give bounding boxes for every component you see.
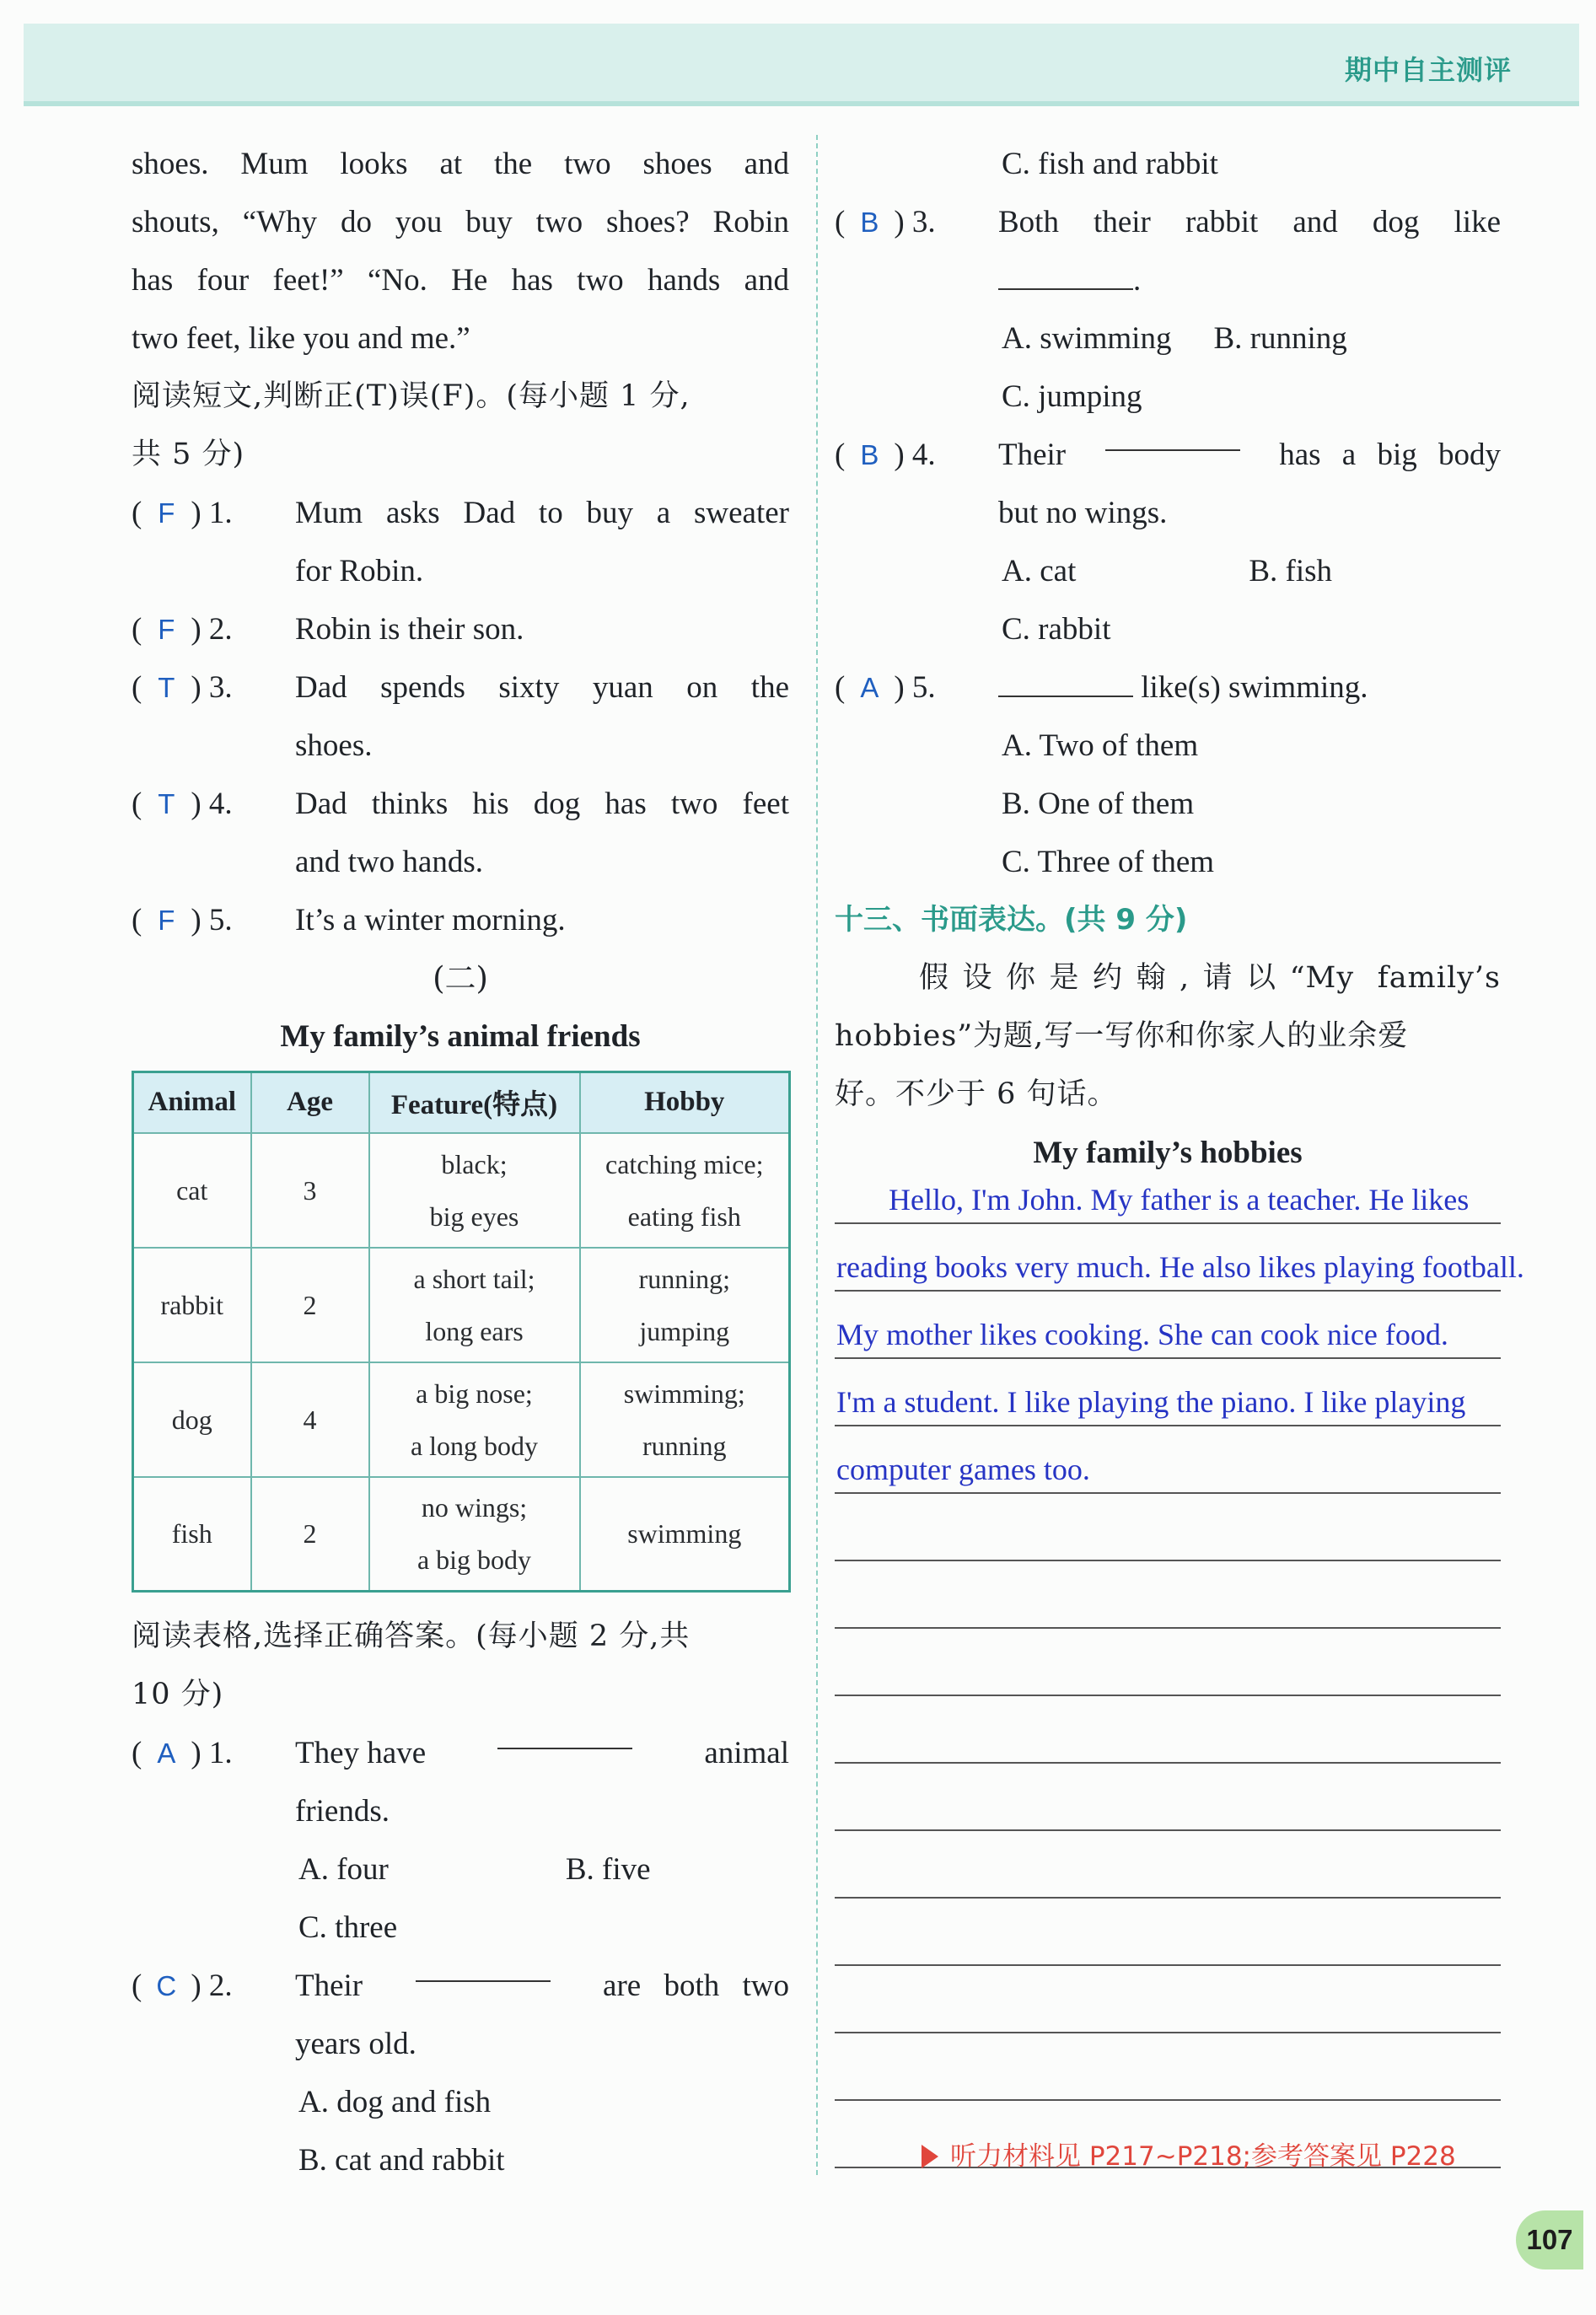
options-row: A. four B. five (298, 1852, 651, 1887)
part-two-label: (二) (433, 960, 488, 996)
mc-question-3: ( B ) 3. Both their rabbit and dog like (835, 193, 1501, 251)
answer-blank (998, 265, 1133, 290)
answer-mark: T (158, 672, 175, 703)
mc-question-4: ( B ) 4. Their has a big body (835, 426, 1501, 484)
answer-blank (416, 1957, 551, 1982)
answer-mark: F (158, 497, 175, 529)
answer-blank (998, 672, 1133, 697)
essay-title: My family’s hobbies (1033, 1136, 1303, 1170)
writing-line (835, 1629, 1501, 1696)
table-header: Age (251, 1072, 369, 1133)
writing-line: Hello, I'm John. My father is a teacher. He likes (835, 1182, 1501, 1224)
mc-question-5: ( A ) 5. like(s) swimming. (835, 658, 1501, 717)
tf-question-4-cont: and two hands. (295, 845, 483, 879)
writing-lines (835, 1182, 1524, 2168)
animal-table (132, 1071, 791, 1593)
table-header: Animal (133, 1072, 251, 1133)
table-header-row (133, 1072, 790, 1133)
tf-question-5: ( F ) 5. It’s a winter morning. (132, 891, 789, 949)
play-triangle-icon (922, 2145, 938, 2168)
mc-question-1-cont: friends. (295, 1794, 390, 1829)
option: C. fish and rabbit (1002, 147, 1218, 181)
column-divider (816, 135, 818, 2175)
tf-question-3-cont: shoes. (295, 728, 373, 763)
options-row: A. swimming B. running (1002, 321, 1347, 356)
writing-prompt: hobbies”为题,写一写你和你家人的业余爱 (835, 1019, 1409, 1053)
answer-mark: A (157, 1738, 176, 1769)
writing-line: reading books very much. He also likes playing football. (835, 1224, 1501, 1292)
table-header: Feature(特点) (369, 1072, 580, 1133)
section-13-title: 十三、书面表达。(共 9 分) (835, 903, 1188, 937)
answer-blank (1105, 426, 1240, 451)
mc-question-4-cont: but no wings. (998, 496, 1168, 530)
answer-mark: A (860, 672, 879, 703)
table-title: My family’s animal friends (280, 1019, 641, 1054)
tf-question-1-cont: for Robin. (295, 554, 424, 588)
writing-prompt: 好。不少于 6 句话。 (835, 1077, 1118, 1111)
writing-line (835, 1764, 1501, 1831)
answer-mark: T (158, 788, 175, 819)
writing-line (835, 1696, 1501, 1764)
option: C. rabbit (1002, 612, 1111, 647)
left-column (132, 135, 789, 2189)
table-row: rabbit 2 a short tail; long ears running; jumping (133, 1248, 790, 1362)
mc-instruction: 10 分) (132, 1678, 224, 1711)
reference-note: 听力材料见 P217~P218;参考答案见 P228 (922, 2135, 1456, 2173)
writing-line: computer games too. (835, 1426, 1501, 1494)
table-row: fish 2 no wings; a big body swimming (133, 1477, 790, 1592)
writing-line: I'm a student. I like playing the piano. I like playing (835, 1359, 1501, 1426)
writing-prompt: 假设你是约翰,请以“My family’s (919, 961, 1501, 995)
option: B. cat and rabbit (298, 2143, 505, 2178)
page-number: 107 (1516, 2210, 1583, 2269)
tf-question-2: ( F ) 2. Robin is their son. (132, 600, 789, 658)
writing-line (835, 1561, 1501, 1629)
mc-question-1: ( A ) 1. They have animal (132, 1724, 789, 1782)
option: C. three (298, 1910, 398, 1945)
writing-line (835, 1831, 1501, 1899)
option: A. dog and fish (298, 2085, 492, 2119)
tf-question-3: ( T ) 3. Dad spends sixty yuan on the (132, 658, 789, 717)
tf-question-4: ( T ) 4. Dad thinks his dog has two feet (132, 775, 789, 833)
answer-mark: C (156, 1970, 177, 2001)
table-row: dog 4 a big nose; a long body swimming; running (133, 1362, 790, 1477)
tf-question-1: ( F ) 1. Mum asks Dad to buy a sweater (132, 484, 789, 542)
mc-instruction: 阅读表格,选择正确答案。(每小题 2 分,共 (132, 1619, 691, 1653)
answer-blank (497, 1724, 632, 1749)
right-column (835, 135, 1524, 2168)
option: C. jumping (1002, 379, 1142, 414)
answer-mark: F (158, 614, 175, 645)
answer-mark: F (158, 905, 175, 936)
section-header-title: 期中自主测评 (1344, 54, 1512, 86)
writing-line (835, 1494, 1501, 1561)
answer-mark: B (860, 439, 879, 470)
writing-line: My mother likes cooking. She can cook nice food. (835, 1292, 1501, 1359)
tf-instruction: 阅读短文,判断正(T)误(F)。(每小题 1 分, (132, 379, 691, 413)
option: A. Two of them (1002, 728, 1199, 763)
table-row: cat 3 black; big eyes catching mice; eating fish (133, 1133, 790, 1248)
mc-question-2-cont: years old. (295, 2027, 416, 2061)
writing-line (835, 2033, 1501, 2101)
passage-line: shoes. Mum looks at the two shoes and (132, 147, 789, 181)
mc-question-2: ( C ) 2. Their are both two (132, 1957, 789, 2015)
writing-line (835, 1899, 1501, 1966)
passage-line: two feet, like you and me.” (132, 321, 470, 356)
mc-question-3-cont: . (835, 251, 1501, 309)
tf-instruction: 共 5 分) (132, 438, 245, 471)
passage-line: shouts, “Why do you buy two shoes? Robin (132, 205, 789, 239)
option: C. Three of them (1002, 845, 1215, 879)
option: B. One of them (1002, 787, 1195, 821)
options-row: A. cat B. fish (1002, 554, 1333, 588)
answer-mark: B (860, 207, 879, 238)
passage-line: has four feet!” “No. He has two hands and (132, 263, 789, 298)
writing-line (835, 1966, 1501, 2033)
table-header: Hobby (580, 1072, 790, 1133)
